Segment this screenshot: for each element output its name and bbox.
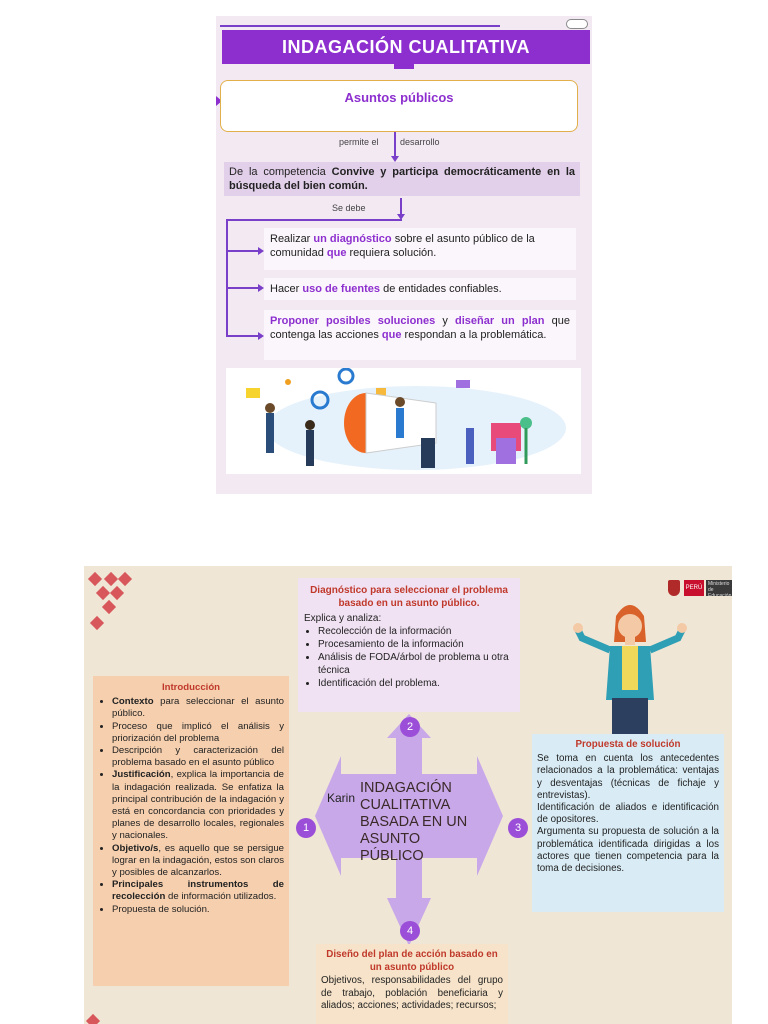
introduccion-list [98, 696, 284, 916]
author-label: Karin [327, 791, 356, 805]
peru-label: PERÚ [684, 580, 704, 596]
diamond-decoration [90, 616, 104, 630]
step-highlight: Proponer posibles soluciones [270, 315, 436, 327]
item-bold: Principales instrumentos de recolección [112, 879, 284, 903]
list-item [112, 745, 284, 769]
propuesta-paragraph: Identificación de aliados e identificación de opositores. [537, 802, 719, 826]
diamond-decoration [88, 572, 102, 586]
step-highlight: uso de fuentes [302, 283, 381, 295]
branch-line [226, 219, 228, 336]
propuesta-paragraph: Argumenta su propuesta de solución a la problemática identificada dirigidas a los actores que tienen competencia para la toma de decisiones. [537, 826, 719, 875]
concept-map-card [216, 16, 592, 494]
step-text: y [442, 315, 448, 327]
megaphone-illustration [226, 368, 581, 474]
diseno-text: Objetivos, responsabilidades del grupo de trabajo, población beneficiaria y aliados; acciones; actividades; recursos; [321, 975, 503, 1011]
item-text: para seleccionar el asunto público. [112, 696, 284, 720]
step-text: sobre el asunto público de la comunidad [270, 233, 535, 259]
introduccion-box [93, 676, 289, 986]
step-highlight: que [326, 247, 347, 259]
connector-line [394, 132, 396, 158]
step-number-4: 4 [400, 921, 420, 941]
title-tab-decoration [394, 64, 414, 69]
competencia-text: De la competencia [229, 166, 326, 178]
item-text: de información utilizados. [165, 891, 277, 903]
step-highlight: un diagnóstico [313, 233, 392, 245]
diagnostico-intro: Explica y analiza: [304, 613, 382, 624]
list-item [112, 696, 284, 720]
step-soluciones [264, 310, 576, 360]
list-item [112, 904, 284, 916]
competencia-box [224, 162, 580, 196]
central-title: INDAGACIÓN CUALITATIVA BASADA EN UN ASUNTO PÚBLICO [360, 780, 468, 864]
card-title: INDAGACIÓN CUALITATIVA [222, 30, 590, 64]
step-text: de entidades confiables. [383, 283, 502, 295]
step-text: requiera solución. [349, 247, 437, 259]
item-bold: Justificación [112, 769, 171, 781]
diagnostico-box [298, 578, 520, 712]
top-divider [220, 25, 500, 27]
diamond-decoration [118, 572, 132, 586]
presenter-woman-illustration [570, 594, 690, 740]
step-text: Realizar [270, 233, 311, 245]
asuntos-publicos-box: Asuntos públicos [220, 80, 578, 132]
infographic-slide [84, 566, 732, 1024]
item-text: , es aquello que se persigue lograr en la indagación, estos son claros y posibles de alcanzarlos. [112, 842, 284, 879]
step-number-3: 3 [508, 818, 528, 838]
competencia-name: Convive y participa democráticamente en la búsqueda del bien común. [229, 166, 575, 192]
connector-label-desarrollo: desarrollo [400, 137, 440, 147]
step-highlight: diseñar un plan [455, 315, 545, 327]
branch-line [226, 287, 260, 289]
list-item: • Análisis de FODA/árbol de problema u otra técnica [318, 651, 514, 677]
diagnostico-list [304, 625, 514, 690]
logo-icon [566, 19, 588, 29]
list-item [112, 769, 284, 842]
list-item [112, 843, 284, 880]
diseno-title: Diseño del plan de acción basado en un asunto público [326, 949, 498, 973]
step-fuentes [264, 278, 576, 300]
diamond-decoration [96, 586, 110, 600]
item-text: Proceso que implicó el análisis y priorización del problema [112, 720, 284, 744]
diagnostico-title: Diagnóstico para seleccionar el problema basado en un asunto público. [310, 585, 508, 609]
step-number-1: 1 [296, 818, 316, 838]
connector-label-se-debe: Se debe [332, 203, 366, 213]
step-text: Hacer [270, 283, 300, 295]
branch-line [226, 335, 260, 337]
diamond-decoration [102, 600, 116, 614]
item-bold: Contexto [112, 696, 154, 708]
item-text: , explica la importancia de la indagación realizada. Se enfatiza la principal contribución de la indagación y está en concordancia con prioridades y planes de desarrollo locales, regionales y nacionales. [112, 769, 284, 842]
list-item: • Procesamiento de la información [318, 638, 514, 651]
item-text: Propuesta de solución. [112, 903, 210, 915]
propuesta-paragraph: Se toma en cuenta los antecedentes relacionados a la problemática: ventajas y desventajas (técnicas de fichaje y entrevistas). [537, 753, 719, 801]
diamond-decoration [104, 572, 118, 586]
step-text: que contenga las acciones [270, 315, 570, 341]
step-number-2: 2 [400, 717, 420, 737]
diseno-plan-box [316, 944, 508, 1024]
list-item [112, 721, 284, 745]
propuesta-title: Propuesta de solución [575, 739, 681, 750]
list-item: • Identificación del problema. [318, 677, 514, 690]
diamond-decoration [110, 586, 124, 600]
item-bold: Objetivo/s [112, 842, 159, 854]
item-text: Descripción y caracterización del problema basado en el asunto público [112, 745, 284, 769]
step-diagnostico [264, 228, 576, 270]
diamond-decoration [86, 1014, 100, 1024]
branch-line [226, 219, 402, 221]
step-highlight: que [381, 329, 402, 341]
propuesta-box [532, 734, 724, 912]
branch-line [226, 250, 260, 252]
list-item: • Recolección de la información [318, 625, 514, 638]
ministry-label: Ministerio de Educación [708, 581, 732, 596]
connector-label-permite: permite el [339, 137, 379, 147]
introduccion-title: Introducción [161, 682, 221, 693]
step-text: respondan a la problemática. [404, 329, 547, 341]
list-item [112, 879, 284, 903]
